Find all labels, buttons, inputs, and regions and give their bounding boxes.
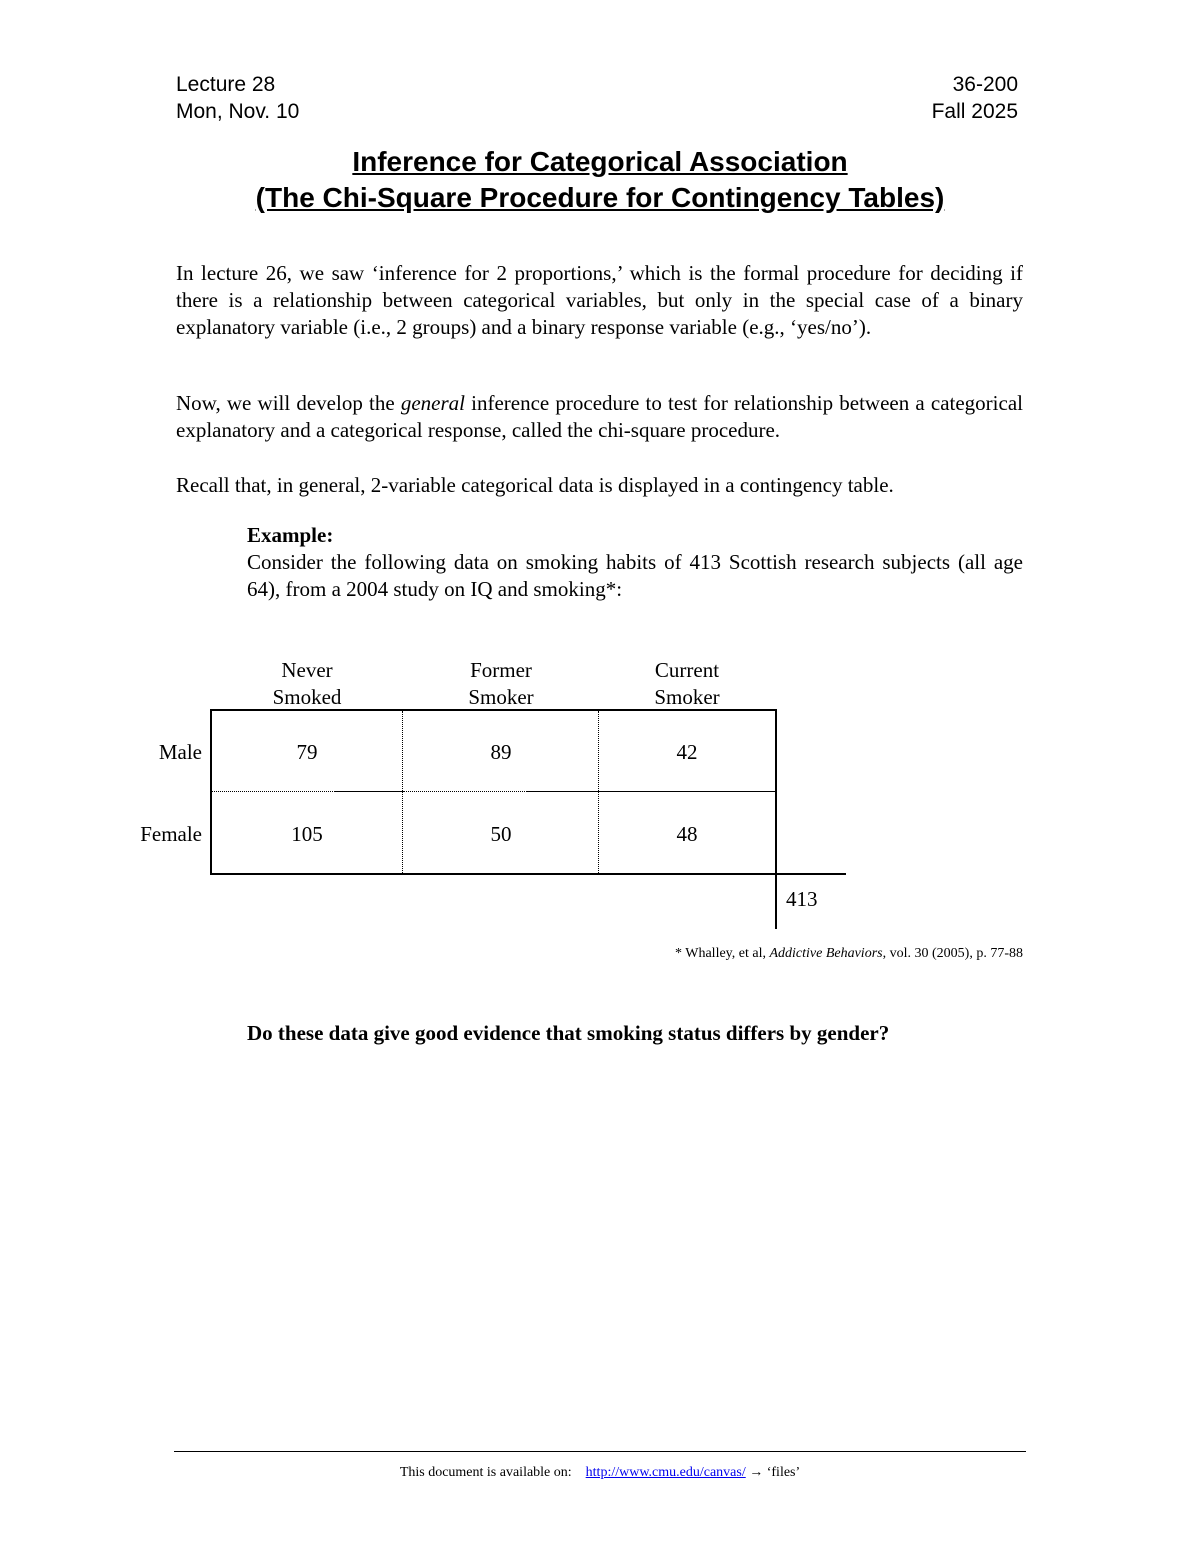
- column-divider: [598, 711, 599, 873]
- table-right-border: [775, 709, 777, 929]
- footer-link[interactable]: http://www.cmu.edu/canvas/: [585, 1465, 746, 1480]
- course-number: 36-200: [952, 73, 1018, 96]
- arrow-icon: →: [749, 1465, 764, 1480]
- lecture-date: Mon, Nov. 10: [176, 100, 300, 123]
- column-header-line: Current: [654, 658, 720, 682]
- p2-emphasis: general: [400, 391, 465, 415]
- column-header-never-smoked: [232, 657, 382, 711]
- column-header-line: Smoker: [654, 685, 720, 709]
- table-bottom-border: [210, 873, 846, 875]
- column-header-line: Never: [281, 658, 333, 682]
- example-label: Example:: [247, 523, 334, 547]
- column-header-former-smoker: [426, 657, 576, 711]
- column-header-line: Smoked: [272, 685, 342, 709]
- footer-rule: [174, 1451, 1026, 1452]
- term: Fall 2025: [931, 100, 1018, 123]
- footer-files: ‘files’: [766, 1465, 801, 1480]
- example-block: [247, 522, 1023, 603]
- table-cell: 50: [490, 822, 512, 846]
- footer: [0, 1465, 1200, 1481]
- example-text: Consider the following data on smoking habits of 413 Scottish research subjects (all age 64), from a 2004 study on IQ and smoking*:: [247, 550, 1023, 601]
- table-top-border: [210, 709, 777, 711]
- column-header-line: Smoker: [468, 685, 534, 709]
- table-cell: 89: [490, 740, 512, 764]
- citation: [675, 946, 1023, 962]
- table-cell: 79: [296, 740, 318, 764]
- general-procedure-paragraph: [176, 390, 1023, 444]
- p2-text-after: inference procedure to test for relationship between a categorical explanatory and a categorical response, called the chi-square procedure.: [176, 391, 1023, 442]
- row-divider-segment: [334, 791, 404, 792]
- table-left-border: [210, 709, 212, 875]
- row-header-male: Male: [158, 740, 202, 764]
- citation-details: , vol. 30 (2005), p. 77-88: [882, 946, 1023, 961]
- research-question: Do these data give good evidence that smoking status differs by gender?: [247, 1021, 890, 1045]
- recall-paragraph: Recall that, in general, 2-variable categorical data is displayed in a contingency table.: [176, 473, 894, 497]
- header-left: [176, 71, 299, 125]
- p2-text-before: Now, we will develop the: [176, 391, 401, 415]
- header-right: [932, 71, 1018, 125]
- footer-text: This document is available on:: [399, 1465, 572, 1480]
- title-line-1: Inference for Categorical Association: [352, 146, 848, 177]
- citation-journal: Addictive Behaviors: [769, 946, 883, 961]
- column-header-line: Former: [470, 658, 532, 682]
- page-title: [0, 144, 1200, 216]
- table-cell: 42: [676, 740, 698, 764]
- column-divider: [402, 711, 403, 873]
- title-line-2: (The Chi-Square Procedure for Contingency Tables): [255, 182, 945, 213]
- table-cell: 105: [291, 822, 323, 846]
- column-header-current-smoker: [612, 657, 762, 711]
- table-cell: 48: [676, 822, 698, 846]
- lecture-number: Lecture 28: [176, 73, 276, 96]
- row-header-female: Female: [140, 822, 202, 846]
- row-divider-segment: [526, 791, 775, 792]
- grand-total: 413: [786, 887, 818, 911]
- intro-paragraph: In lecture 26, we saw ‘inference for 2 proportions,’ which is the formal procedure for deciding if there is a relationship between categorical variables, but only in the special case of a binary explanatory variable (i.e., 2 groups) and a binary response variable (e.g., ‘yes/no’).: [176, 261, 1023, 339]
- citation-authors: * Whalley, et al,: [675, 946, 770, 961]
